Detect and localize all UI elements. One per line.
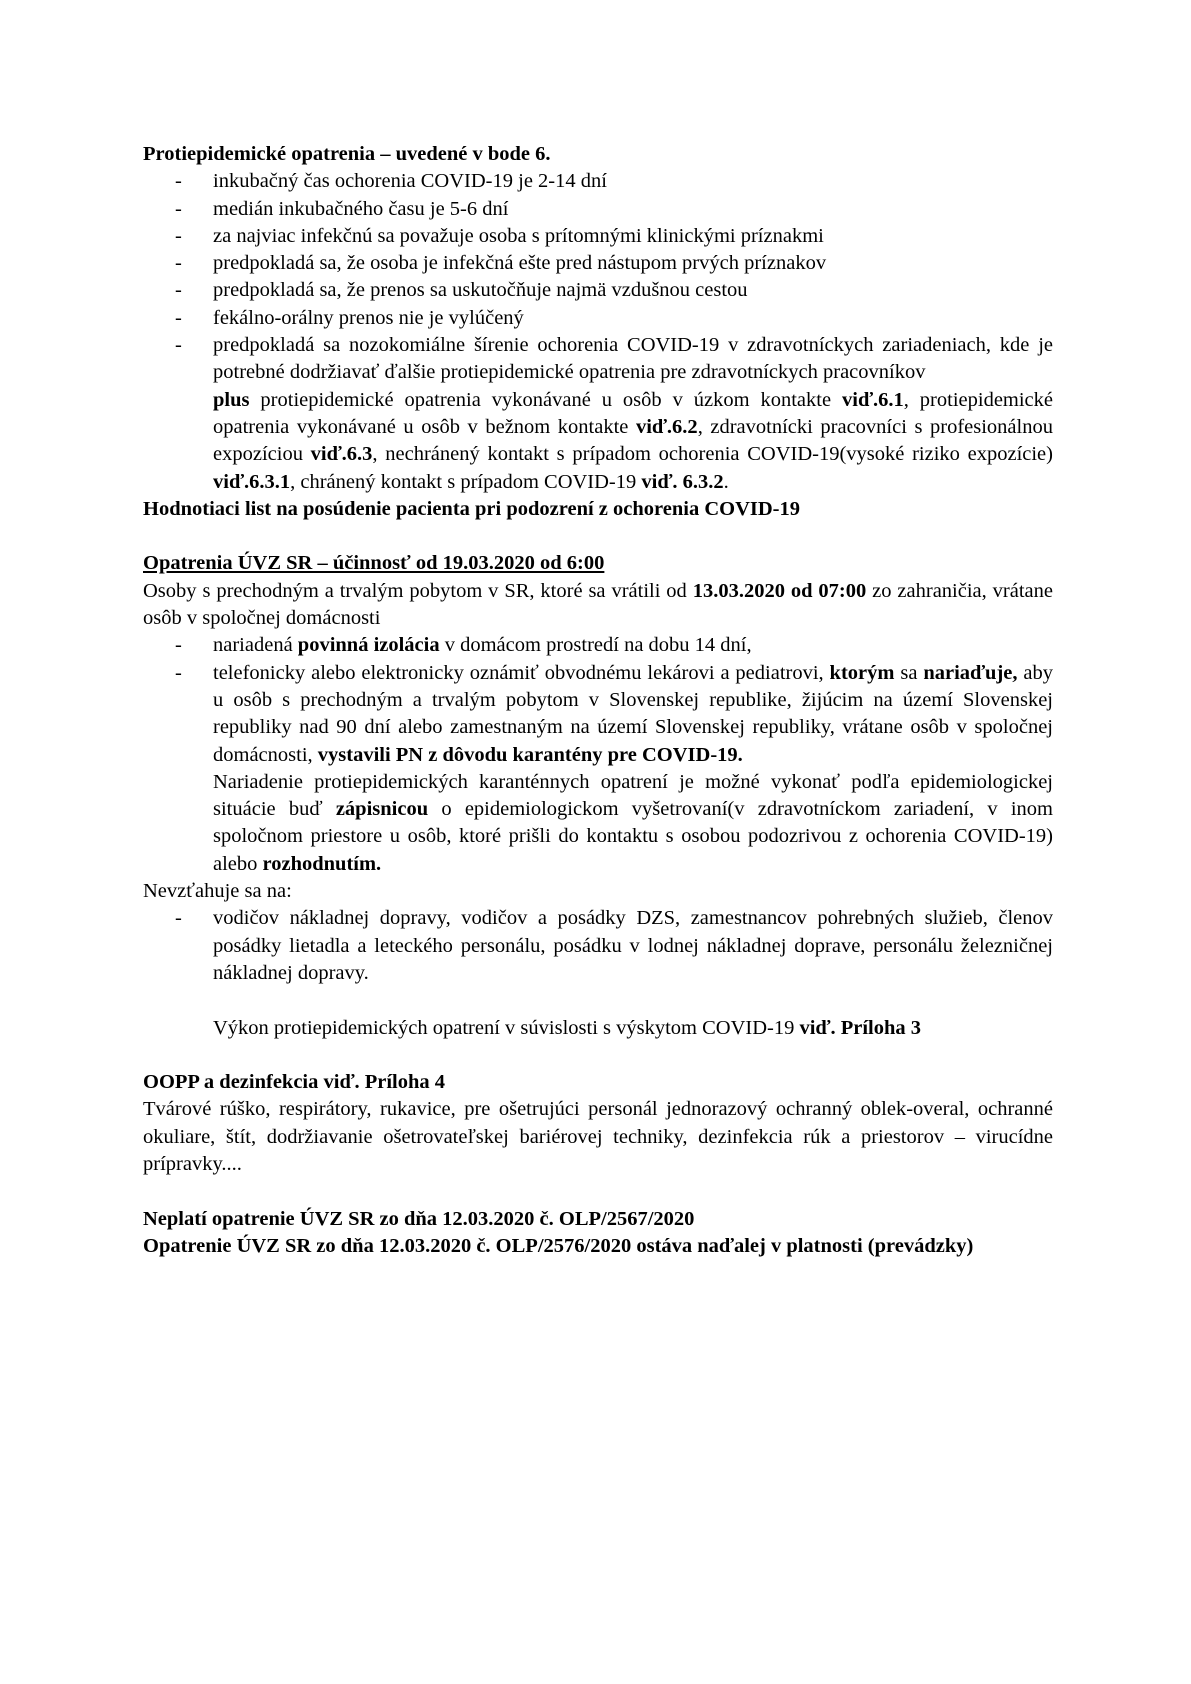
exempt-label: Nevzťahuje sa na: [143, 880, 292, 903]
text-bold: zápisnicou [335, 798, 429, 821]
text-span: , nechránený kontakt s prípadom ochorenia COVID-19(vysoké riziko expozície) [372, 443, 1053, 466]
section-heading-opatrenia-uvz: Opatrenia ÚVZ SR – účinnosť od 19.03.2020 od 6:00 [143, 552, 605, 575]
reference-6-3: viď.6.3 [310, 443, 373, 466]
text-span: protiepidemické opatrenia vykonávané u osôb v úzkom kontakte [249, 388, 843, 411]
list-item: - predpokladá sa, že prenos sa uskutočňuje najmä vzdušnou cestou [213, 277, 1053, 304]
list-item [213, 660, 1053, 769]
list-item: - fekálno-orálny prenos nie je vylúčený [213, 305, 1053, 332]
pn-highlight: vystavili PN z dôvodu karantény pre COVID-19. [317, 743, 743, 766]
spacer [143, 1042, 1053, 1069]
spacer [143, 1178, 1053, 1205]
incubation-list [143, 168, 1053, 386]
text-span: Výkon protiepidemických opatrení v súvislosti s výskytom COVID-19 [213, 1016, 800, 1039]
assessment-form-title: Hodnotiaci list na posúdenie pacienta pri podozrení z ochorenia COVID-19 [143, 497, 800, 520]
text-span: , chránený kontakt s prípadom COVID-19 [290, 470, 642, 493]
exempt-list [143, 905, 1053, 987]
text-span: , zdravotnícki pracovníci s profesionálnou expozíciou [213, 415, 1053, 466]
valid-measure-line: Opatrenie ÚVZ SR zo dňa 12.03.2020 č. OLP/2576/2020 ostáva naďalej v platnosti (prevádzky) [143, 1234, 974, 1257]
reference-priloha-3: viď. Príloha 3 [799, 1016, 922, 1039]
list-item: - za najviac infekčnú sa považuje osoba s prítomnými klinickými príznakmi [213, 223, 1053, 250]
text-span: sa [894, 661, 924, 684]
oopp-paragraph: Tvárové rúško, respirátory, rukavice, pre ošetrujúci personál jednorazový ochranný oblek-overal, ochranné okuliare, štít, dodržiavanie ošetrovateľskej bariérovej techniky, dezinfekcia rúk a priestorov – virucídne prípravky.... [143, 1098, 1053, 1175]
intro-paragraph [143, 578, 1053, 633]
text-bold: nariaďuje, [923, 661, 1018, 684]
vykon-paragraph [143, 1015, 1053, 1042]
plus-label: plus [213, 388, 250, 411]
text-span: Nariadenie protiepidemických karanténnych opatrení je možné vykonať podľa epidemiologickej situácie buď [213, 770, 1053, 821]
document-page [143, 141, 1053, 1260]
text-span: aby u osôb s prechodným a trvalým pobytom v Slovenskej republike, žijúcim na území Slovenskej republiky nad 90 dní alebo zamestnaným na území Slovenskej republiky, vrátane osôb v spoločnej domácnosti, [213, 661, 1053, 766]
reference-6-3-2: viď. 6.3.2 [641, 470, 724, 493]
reference-6-1: viď.6.1 [842, 388, 904, 411]
list-item: - vodičov nákladnej dopravy, vodičov a posádky DZS, zamestnancov pohrebných služieb, členov posádky lietadla a leteckého personálu, posádku v lodnej nákladnej doprave, personálu železničnej nákladnej dopravy. [213, 905, 1053, 987]
plus-paragraph [143, 387, 1053, 496]
list-item: - medián inkubačného času je 5-6 dní [213, 196, 1053, 223]
measures-list [143, 632, 1053, 768]
spacer [143, 987, 1053, 1014]
section-heading-oopp: OOPP a dezinfekcia viď. Príloha 4 [143, 1071, 446, 1094]
isolation-highlight: povinná izolácia [297, 634, 440, 657]
text-span: nariadená [213, 634, 298, 657]
text-span: telefonicky alebo elektronicky oznámiť obvodnému lekárovi a pediatrovi, [213, 661, 830, 684]
date-highlight: 13.03.2020 od 07:00 [692, 579, 867, 602]
reference-6-3-1: viď.6.3.1 [213, 470, 291, 493]
list-item: - predpokladá sa, že osoba je infekčná ešte pred nástupom prvých príznakov [213, 250, 1053, 277]
text-span: zo zahraničia, vrátane osôb v spoločnej domácnosti [143, 579, 1053, 630]
text-span: . [723, 470, 729, 493]
quarantine-note [143, 769, 1053, 878]
spacer [143, 523, 1053, 550]
reference-6-2: viď.6.2 [635, 415, 698, 438]
text-span: v domácom prostredí na dobu 14 dní, [439, 634, 752, 657]
text-span: , protiepidemické opatrenia vykonávané u osôb v bežnom kontakte [213, 388, 1054, 438]
list-item: - predpokladá sa nozokomiálne šírenie ochorenia COVID-19 v zdravotníckych zariadeniach, kde je potrebné dodržiavať ďalšie protiepidemické opatrenia pre zdravotníckych pracovníkov [213, 332, 1053, 387]
text-span: o epidemiologickom vyšetrovaní(v zdravotníckom zariadení, v inom spoločnom priestore u osôb, ktoré prišli do kontaktu s osobou podozrivou z ochorenia COVID-19) alebo [213, 798, 1053, 875]
text-bold: rozhodnutím. [262, 852, 382, 875]
list-item: - inkubačný čas ochorenia COVID-19 je 2-14 dní [213, 168, 1053, 195]
section-heading-protiepidemicke: Protiepidemické opatrenia – uvedené v bode 6. [143, 143, 551, 165]
list-item [213, 632, 1053, 659]
text-bold: ktorým [829, 661, 895, 684]
invalid-measure-line: Neplatí opatrenie ÚVZ SR zo dňa 12.03.2020 č. OLP/2567/2020 [143, 1207, 695, 1230]
text-span: Osoby s prechodným a trvalým pobytom v SR, ktoré sa vrátili od [143, 579, 693, 602]
